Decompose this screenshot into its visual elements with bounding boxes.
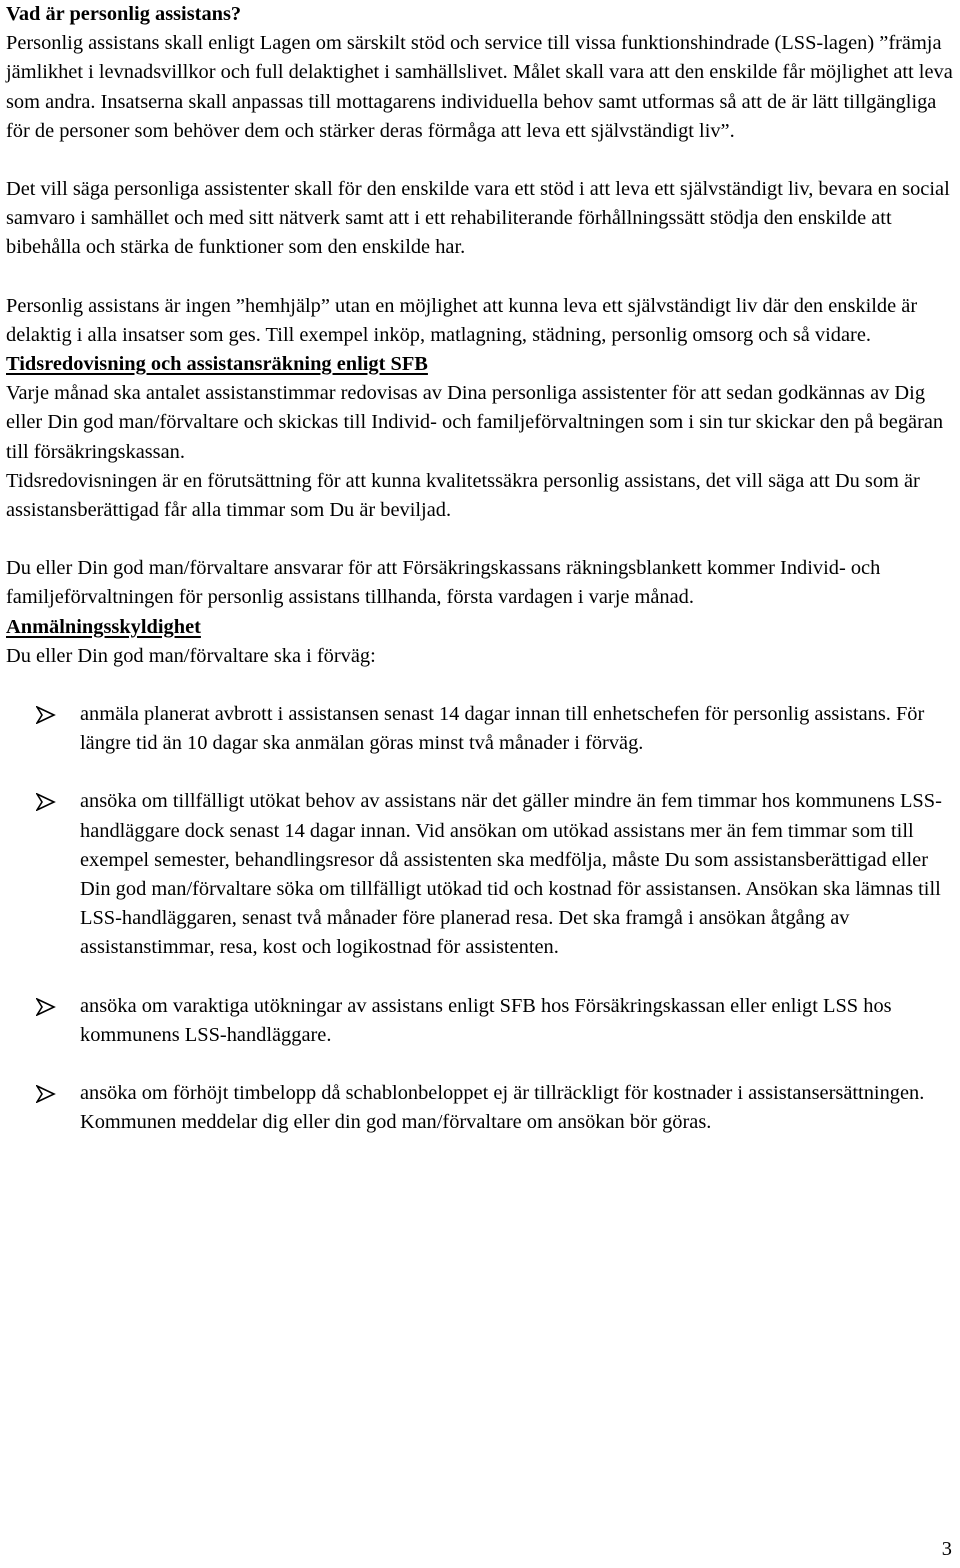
list-item-text: ansöka om förhöjt timbelopp då schablonbeloppet ej är tillräckligt för kostnader i assistansersättningen. Kommunen meddelar dig eller din god man/förvaltare om ansökan bör göras. [80, 1082, 925, 1134]
tidsredovisning-paragraph-2: Tidsredovisningen är en förutsättning för att kunna kvalitetssäkra personlig assistans, det vill säga att Du som är assistansberättigad får alla timmar som Du är beviljad. [6, 469, 920, 522]
tidsredovisning-paragraph-1: Varje månad ska antalet assistanstimmar redovisas av Dina personliga assistenter för att sedan godkännas av Dig eller Din god man/förvaltare och skickas till Individ- och familjeförvaltningen som i sin tur skickar den på begäran till försäkringskassan. [6, 382, 944, 463]
intro-paragraph-1: Personlig assistans skall enligt Lagen om särskilt stöd och service till vissa funktionshindrade (LSS-lagen) ”främja jämlikhet i levnadsvillkor och full delaktighet i samhällslivet. Målet skall vara att den enskilde får möjlighet att leva som andra. Insatserna skall anpassas till mottagarens individuella behov samt utformas så att de är lätt tillgängliga för de personer som behöver dem och stärker deras förmåga att leva ett självständigt liv”. [6, 32, 953, 142]
list-item-text: anmäla planerat avbrott i assistansen senast 14 dagar innan till enhetschefen för personlig assistans. För längre tid än 10 dagar ska anmälan göras minst två månader i förväg. [80, 703, 925, 755]
arrowhead-bullet-icon [36, 1085, 56, 1103]
intro-paragraph-3: Personlig assistans är ingen ”hemhjälp” utan en möjlighet att kunna leva ett självständigt liv där den enskilde är delaktig i alla insatser som ges. Till exempel inköp, matlagning, städning, personlig omsorg och så vidare. [6, 294, 918, 346]
document-page [6, 0, 958, 1167]
section-heading-anmalningsskyldighet: Anmälningsskyldighet [6, 615, 201, 638]
page-number: 3 [941, 1537, 952, 1560]
list-item-text: ansöka om tillfälligt utökat behov av assistans när det gäller mindre än fem timmar hos kommunens LSS-handläggare dock senast 14 dagar innan. Vid ansökan om utökad assistans mer än fem timmar som till exempel semester, behandlingsresor då assistenten ska medfölja, måste Du som assistansberättigad eller Din god man/förvaltare söka om tillfälligt utökad tid och kostnad för assistansen. Ansökan ska lämnas till LSS-handläggaren, senast två månader före planerad resa. Det ska framgå i ansökan åtgång av assistanstimmar, resa, kost och logikostnad för assistenten. [80, 790, 942, 959]
page-title: Vad är personlig assistans? [6, 3, 242, 25]
arrowhead-bullet-icon [36, 793, 56, 811]
section-heading-tidsredovisning: Tidsredovisning och assistansräkning enligt SFB [6, 353, 428, 376]
arrowhead-bullet-icon [36, 998, 56, 1016]
anmalan-list [6, 700, 958, 1137]
list-item [6, 992, 958, 1050]
list-item [6, 700, 958, 758]
list-item [6, 1079, 958, 1137]
list-item-text: ansöka om varaktiga utökningar av assistans enligt SFB hos Försäkringskassan eller enligt LSS hos kommunens LSS-handläggare. [80, 994, 892, 1046]
list-item [6, 787, 958, 962]
tidsredovisning-paragraph-3: Du eller Din god man/förvaltare ansvarar för att Försäkringskassans räkningsblankett kommer Individ- och familjeförvaltningen för personlig assistans tillhanda, första vardagen i varje månad. [6, 557, 881, 609]
anmalan-intro: Du eller Din god man/förvaltare ska i förväg: [6, 644, 376, 667]
intro-paragraph-2: Det vill säga personliga assistenter skall för den enskilde vara ett stöd i att leva ett självständigt liv, bevara en social samvaro i samhället och med sitt nätverk samt att i ett rehabiliterande förhållningssätt stödja den enskilde att bibehålla och stärka de funktioner som den enskilde har. [6, 178, 950, 259]
arrowhead-bullet-icon [36, 706, 56, 724]
